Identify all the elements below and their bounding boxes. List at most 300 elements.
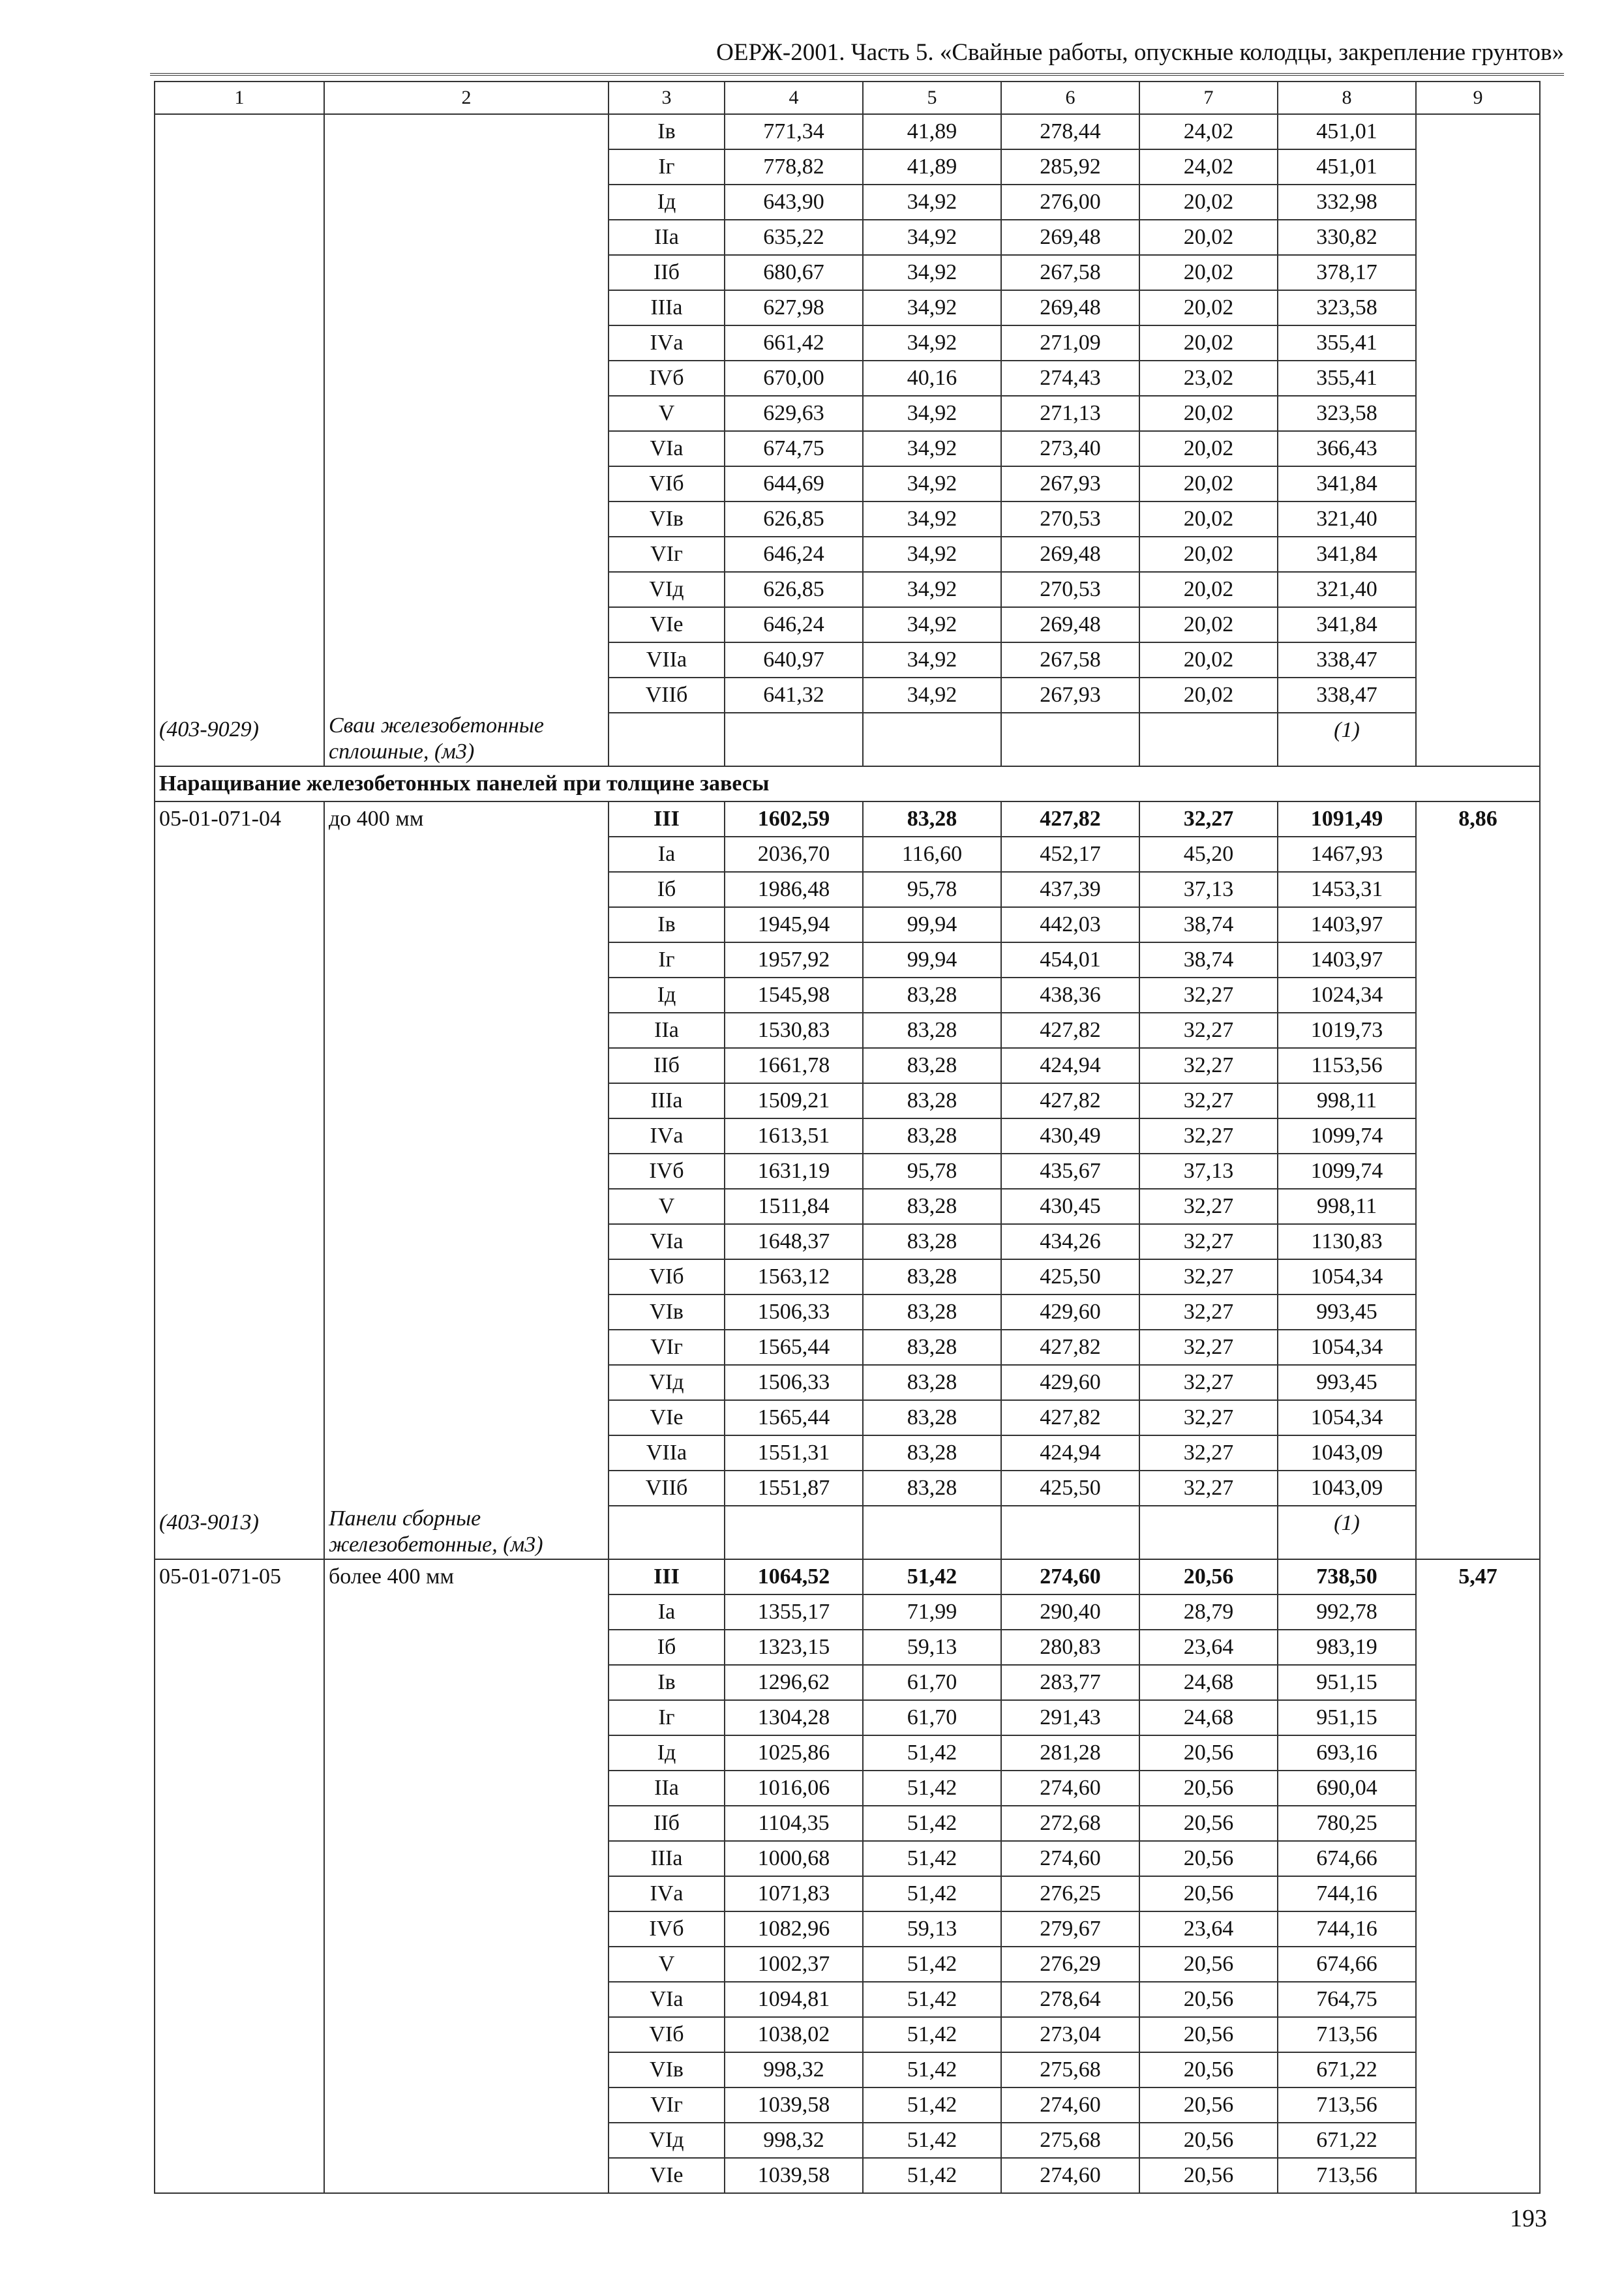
rate-value: 321,40	[1278, 572, 1416, 607]
item-code	[155, 1083, 324, 1118]
zone-label: IVб	[609, 1911, 725, 1947]
rate-value: 1002,37	[725, 1947, 863, 1982]
rate-value: 1453,31	[1278, 872, 1416, 907]
zone-label: IIб	[609, 255, 725, 290]
rate-value: 34,92	[863, 642, 1001, 678]
zone-label: VIIб	[609, 1471, 725, 1506]
rate-value: 32,27	[1139, 1048, 1278, 1083]
rate-value: 37,13	[1139, 1154, 1278, 1189]
rate-row	[155, 1294, 1540, 1330]
rate-value: 998,11	[1278, 1189, 1416, 1224]
rate-value: 20,02	[1139, 501, 1278, 537]
rate-value: 32,27	[1139, 1330, 1278, 1365]
zone-label: III	[609, 801, 725, 837]
zone-label: VIа	[609, 1982, 725, 2017]
item-code	[155, 325, 324, 361]
rate-value: 34,92	[863, 185, 1001, 220]
rate-row	[155, 1189, 1540, 1224]
rate-value: 20,56	[1139, 2123, 1278, 2158]
rate-value: 34,92	[863, 396, 1001, 431]
rate-value: 1064,52	[725, 1559, 863, 1594]
item-name	[324, 1013, 609, 1048]
rate-value: 983,19	[1278, 1630, 1416, 1665]
rate-value: 20,02	[1139, 466, 1278, 501]
rate-row	[155, 872, 1540, 907]
item-name	[324, 114, 609, 149]
rate-value: 20,56	[1139, 2158, 1278, 2193]
zone-label: VIе	[609, 2158, 725, 2193]
rate-value: 355,41	[1278, 361, 1416, 396]
item-code	[155, 1154, 324, 1189]
item-name	[324, 942, 609, 978]
rate-value: 276,00	[1001, 185, 1139, 220]
rate-value: 23,02	[1139, 361, 1278, 396]
rate-value: 1957,92	[725, 942, 863, 978]
rate-value: 1545,98	[725, 978, 863, 1013]
item-code	[155, 942, 324, 978]
rate-row	[155, 942, 1540, 978]
item-code	[155, 501, 324, 537]
rate-value: 341,84	[1278, 607, 1416, 642]
rate-value: 95,78	[863, 1154, 1001, 1189]
item-name	[324, 1471, 609, 1506]
item-code	[155, 907, 324, 942]
zone-label: Iб	[609, 1630, 725, 1665]
rate-value: 674,66	[1278, 1841, 1416, 1876]
rate-value: 290,40	[1001, 1594, 1139, 1630]
rate-value: 32,27	[1139, 1013, 1278, 1048]
rate-value: 1071,83	[725, 1876, 863, 1911]
labour-cost	[1416, 2052, 1540, 2087]
column-number-row	[155, 82, 1540, 114]
rate-value: 32,27	[1139, 1118, 1278, 1154]
rate-row	[155, 801, 1540, 837]
rate-row	[155, 2052, 1540, 2087]
rate-value: 274,60	[1001, 1771, 1139, 1806]
labour-cost	[1416, 1048, 1540, 1083]
rate-value: 693,16	[1278, 1735, 1416, 1771]
rate-value: 37,13	[1139, 872, 1278, 907]
labour-cost	[1416, 1118, 1540, 1154]
rate-value: 1551,31	[725, 1435, 863, 1471]
rate-row	[155, 1118, 1540, 1154]
labour-cost	[1416, 361, 1540, 396]
rate-row	[155, 837, 1540, 872]
material-code: (403-9029)	[155, 713, 324, 766]
material-name: Сваи железобетонные сплошные, (м3)	[324, 713, 609, 766]
labour-cost	[1416, 837, 1540, 872]
rate-row	[155, 1594, 1540, 1630]
rate-value: 644,69	[725, 466, 863, 501]
rate-value: 20,02	[1139, 572, 1278, 607]
rate-value: 20,56	[1139, 2017, 1278, 2052]
labour-cost	[1416, 2017, 1540, 2052]
section-heading-row	[155, 766, 1540, 801]
rate-value: 279,67	[1001, 1911, 1139, 1947]
rate-value: 1054,34	[1278, 1330, 1416, 1365]
rate-row	[155, 642, 1540, 678]
zone-label: VIг	[609, 2087, 725, 2123]
rate-value: 285,92	[1001, 149, 1139, 185]
rate-value: 20,56	[1139, 1982, 1278, 2017]
rate-row	[155, 2017, 1540, 2052]
rate-value: 20,02	[1139, 607, 1278, 642]
item-name	[324, 1400, 609, 1435]
rate-value: 992,78	[1278, 1594, 1416, 1630]
rate-value: 83,28	[863, 1259, 1001, 1294]
rate-value: 83,28	[863, 1013, 1001, 1048]
zone-label: VIе	[609, 1400, 725, 1435]
rate-row	[155, 1471, 1540, 1506]
rate-value: 32,27	[1139, 801, 1278, 837]
zone-label: Iд	[609, 185, 725, 220]
rate-value: 713,56	[1278, 2087, 1416, 2123]
rate-value: 635,22	[725, 220, 863, 255]
item-code	[155, 185, 324, 220]
rate-row	[155, 1330, 1540, 1365]
rate-value: 267,58	[1001, 255, 1139, 290]
rate-value: 273,40	[1001, 431, 1139, 466]
rate-value: 41,89	[863, 149, 1001, 185]
rate-value: 83,28	[863, 1330, 1001, 1365]
rate-value: 281,28	[1001, 1735, 1139, 1771]
zone-label: VIIа	[609, 642, 725, 678]
rate-value: 1043,09	[1278, 1471, 1416, 1506]
rate-row	[155, 1911, 1540, 1947]
rate-value: 646,24	[725, 607, 863, 642]
empty-cell	[1139, 713, 1278, 766]
rate-value: 452,17	[1001, 837, 1139, 872]
item-code	[155, 1259, 324, 1294]
rate-value: 435,67	[1001, 1154, 1139, 1189]
rate-value: 20,56	[1139, 2087, 1278, 2123]
rate-value: 51,42	[863, 1876, 1001, 1911]
rate-value: 429,60	[1001, 1294, 1139, 1330]
labour-cost	[1416, 1013, 1540, 1048]
rate-row	[155, 1665, 1540, 1700]
rate-row	[155, 1224, 1540, 1259]
rate-value: 430,45	[1001, 1189, 1139, 1224]
item-name: более 400 мм	[324, 1559, 609, 1594]
rate-value: 1016,06	[725, 1771, 863, 1806]
rate-row	[155, 1771, 1540, 1806]
zone-label: Iг	[609, 942, 725, 978]
zone-label: Iв	[609, 114, 725, 149]
rate-value: 427,82	[1001, 801, 1139, 837]
zone-label: VIв	[609, 2052, 725, 2087]
empty-cell	[725, 1506, 863, 1559]
item-code	[155, 1876, 324, 1911]
item-code	[155, 1471, 324, 1506]
rate-row	[155, 1876, 1540, 1911]
item-code	[155, 1630, 324, 1665]
rate-value: 425,50	[1001, 1259, 1139, 1294]
rate-value: 267,93	[1001, 466, 1139, 501]
rate-value: 780,25	[1278, 1806, 1416, 1841]
rate-value: 41,89	[863, 114, 1001, 149]
rate-row	[155, 466, 1540, 501]
labour-cost	[1416, 1982, 1540, 2017]
rate-value: 61,70	[863, 1700, 1001, 1735]
rate-value: 51,42	[863, 2017, 1001, 2052]
rate-value: 51,42	[863, 1982, 1001, 2017]
rate-value: 998,32	[725, 2052, 863, 2087]
rate-row	[155, 361, 1540, 396]
zone-label: VIд	[609, 1365, 725, 1400]
rate-value: 276,29	[1001, 1947, 1139, 1982]
rate-value: 993,45	[1278, 1365, 1416, 1400]
empty-cell	[609, 713, 725, 766]
rate-value: 51,42	[863, 2052, 1001, 2087]
rate-value: 429,60	[1001, 1365, 1139, 1400]
item-name	[324, 537, 609, 572]
rate-value: 951,15	[1278, 1700, 1416, 1735]
zone-label: Iа	[609, 1594, 725, 1630]
rate-value: 430,49	[1001, 1118, 1139, 1154]
rate-value: 116,60	[863, 837, 1001, 872]
item-name	[324, 149, 609, 185]
item-code	[155, 1048, 324, 1083]
rate-value: 274,60	[1001, 2087, 1139, 2123]
rate-value: 1104,35	[725, 1806, 863, 1841]
labour-cost	[1416, 1735, 1540, 1771]
rate-value: 38,74	[1139, 942, 1278, 978]
rate-value: 267,93	[1001, 678, 1139, 713]
labour-cost	[1416, 501, 1540, 537]
empty-cell	[725, 713, 863, 766]
item-name	[324, 2087, 609, 2123]
rate-value: 626,85	[725, 572, 863, 607]
item-name	[324, 396, 609, 431]
rate-value: 1509,21	[725, 1083, 863, 1118]
empty-cell	[1139, 1506, 1278, 1559]
rate-row	[155, 396, 1540, 431]
rate-value: 341,84	[1278, 537, 1416, 572]
item-code	[155, 1013, 324, 1048]
labour-cost	[1416, 1259, 1540, 1294]
labour-cost	[1416, 1876, 1540, 1911]
rate-value: 99,94	[863, 942, 1001, 978]
rate-value: 71,99	[863, 1594, 1001, 1630]
item-code	[155, 431, 324, 466]
rate-value: 738,50	[1278, 1559, 1416, 1594]
rate-value: 32,27	[1139, 1083, 1278, 1118]
rate-value: 1986,48	[725, 872, 863, 907]
zone-label: IVб	[609, 1154, 725, 1189]
rate-value: 51,42	[863, 1735, 1001, 1771]
rate-value: 20,56	[1139, 1947, 1278, 1982]
item-name	[324, 220, 609, 255]
rate-value: 275,68	[1001, 2123, 1139, 2158]
item-code	[155, 1947, 324, 1982]
item-code	[155, 1700, 324, 1735]
rate-row	[155, 1947, 1540, 1982]
zone-label: V	[609, 396, 725, 431]
item-code	[155, 1224, 324, 1259]
rate-value: 34,92	[863, 325, 1001, 361]
rate-row	[155, 290, 1540, 325]
rate-row	[155, 501, 1540, 537]
rate-value: 83,28	[863, 1224, 1001, 1259]
rate-value: 1000,68	[725, 1841, 863, 1876]
zone-label: IIа	[609, 1013, 725, 1048]
item-code	[155, 1911, 324, 1947]
column-number: 7	[1139, 82, 1278, 114]
item-code	[155, 678, 324, 713]
item-name	[324, 185, 609, 220]
item-name	[324, 1294, 609, 1330]
labour-cost	[1416, 1435, 1540, 1471]
rate-value: 744,16	[1278, 1911, 1416, 1947]
item-name	[324, 501, 609, 537]
rate-row	[155, 1806, 1540, 1841]
rate-value: 437,39	[1001, 872, 1139, 907]
item-name	[324, 907, 609, 942]
rate-value: 95,78	[863, 872, 1001, 907]
labour-cost	[1416, 1911, 1540, 1947]
rate-value: 59,13	[863, 1630, 1001, 1665]
item-code	[155, 290, 324, 325]
rate-row	[155, 907, 1540, 942]
zone-label: IVа	[609, 325, 725, 361]
item-name	[324, 1735, 609, 1771]
rate-value: 1565,44	[725, 1400, 863, 1435]
rate-value: 1563,12	[725, 1259, 863, 1294]
rate-value: 20,56	[1139, 1806, 1278, 1841]
zone-label: Iб	[609, 872, 725, 907]
rate-value: 51,42	[863, 1841, 1001, 1876]
item-name	[324, 607, 609, 642]
rate-value: 778,82	[725, 149, 863, 185]
labour-cost	[1416, 1771, 1540, 1806]
zone-label: IIа	[609, 220, 725, 255]
rate-value: 646,24	[725, 537, 863, 572]
rate-value: 713,56	[1278, 2158, 1416, 2193]
rate-row	[155, 1630, 1540, 1665]
rate-value: 83,28	[863, 1118, 1001, 1154]
rate-value: 32,27	[1139, 1259, 1278, 1294]
rate-value: 20,02	[1139, 220, 1278, 255]
item-code	[155, 2052, 324, 2087]
item-code	[155, 837, 324, 872]
zone-label: VIв	[609, 501, 725, 537]
labour-cost	[1416, 1594, 1540, 1630]
rate-value: 1024,34	[1278, 978, 1416, 1013]
rate-value: 442,03	[1001, 907, 1139, 942]
rate-value: 34,92	[863, 255, 1001, 290]
labour-cost	[1416, 1630, 1540, 1665]
material-code: (403-9013)	[155, 1506, 324, 1559]
item-code	[155, 466, 324, 501]
rate-value: 24,68	[1139, 1700, 1278, 1735]
rate-value: 427,82	[1001, 1013, 1139, 1048]
zone-label: Iд	[609, 978, 725, 1013]
labour-cost	[1416, 1224, 1540, 1259]
rate-value: 993,45	[1278, 1294, 1416, 1330]
empty-cell	[1001, 1506, 1139, 1559]
labour-cost	[1416, 1471, 1540, 1506]
rate-value: 20,02	[1139, 290, 1278, 325]
rate-row	[155, 431, 1540, 466]
column-number: 4	[725, 82, 863, 114]
rate-value: 1039,58	[725, 2087, 863, 2123]
rate-value: 1648,37	[725, 1224, 863, 1259]
labour-cost	[1416, 466, 1540, 501]
rate-value: 1130,83	[1278, 1224, 1416, 1259]
labour-cost	[1416, 1294, 1540, 1330]
rate-value: 274,60	[1001, 1559, 1139, 1594]
item-name	[324, 2052, 609, 2087]
rate-value: 1296,62	[725, 1665, 863, 1700]
rate-value: 20,02	[1139, 642, 1278, 678]
rate-value: 20,02	[1139, 396, 1278, 431]
rate-value: 20,02	[1139, 431, 1278, 466]
item-name	[324, 1841, 609, 1876]
rate-value: 280,83	[1001, 1630, 1139, 1665]
item-name	[324, 1048, 609, 1083]
zone-label: IIIа	[609, 290, 725, 325]
rate-value: 34,92	[863, 431, 1001, 466]
item-name	[324, 1365, 609, 1400]
rate-value: 641,32	[725, 678, 863, 713]
labour-cost	[1416, 185, 1540, 220]
labour-cost: 5,47	[1416, 1559, 1540, 1594]
labour-cost	[1416, 1947, 1540, 1982]
zone-label: Iв	[609, 1665, 725, 1700]
rate-value: 24,02	[1139, 114, 1278, 149]
rate-value: 269,48	[1001, 290, 1139, 325]
rate-value: 59,13	[863, 1911, 1001, 1947]
item-name	[324, 361, 609, 396]
rate-value: 34,92	[863, 220, 1001, 255]
item-code	[155, 872, 324, 907]
item-name	[324, 872, 609, 907]
rate-value: 23,64	[1139, 1911, 1278, 1947]
rate-value: 34,92	[863, 501, 1001, 537]
rate-value: 83,28	[863, 1435, 1001, 1471]
rate-value: 83,28	[863, 801, 1001, 837]
item-name	[324, 1154, 609, 1189]
item-code	[155, 220, 324, 255]
rate-value: 24,02	[1139, 149, 1278, 185]
rate-row	[155, 1400, 1540, 1435]
item-code	[155, 2123, 324, 2158]
item-name	[324, 1947, 609, 1982]
rate-row	[155, 607, 1540, 642]
rate-row	[155, 1365, 1540, 1400]
rate-row	[155, 1259, 1540, 1294]
rate-row	[155, 1982, 1540, 2017]
item-code	[155, 361, 324, 396]
rate-value: 275,68	[1001, 2052, 1139, 2087]
item-name	[324, 1630, 609, 1665]
item-name	[324, 1118, 609, 1154]
rate-value: 1506,33	[725, 1365, 863, 1400]
material-qty: (1)	[1278, 1506, 1416, 1559]
rate-value: 20,56	[1139, 1559, 1278, 1594]
item-code	[155, 1665, 324, 1700]
rate-value: 1403,97	[1278, 907, 1416, 942]
rate-value: 366,43	[1278, 431, 1416, 466]
rate-value: 34,92	[863, 537, 1001, 572]
item-code	[155, 572, 324, 607]
item-name	[324, 1224, 609, 1259]
rate-value: 34,92	[863, 678, 1001, 713]
item-code	[155, 1841, 324, 1876]
item-code	[155, 2017, 324, 2052]
rate-row	[155, 1013, 1540, 1048]
rate-value: 23,64	[1139, 1630, 1278, 1665]
